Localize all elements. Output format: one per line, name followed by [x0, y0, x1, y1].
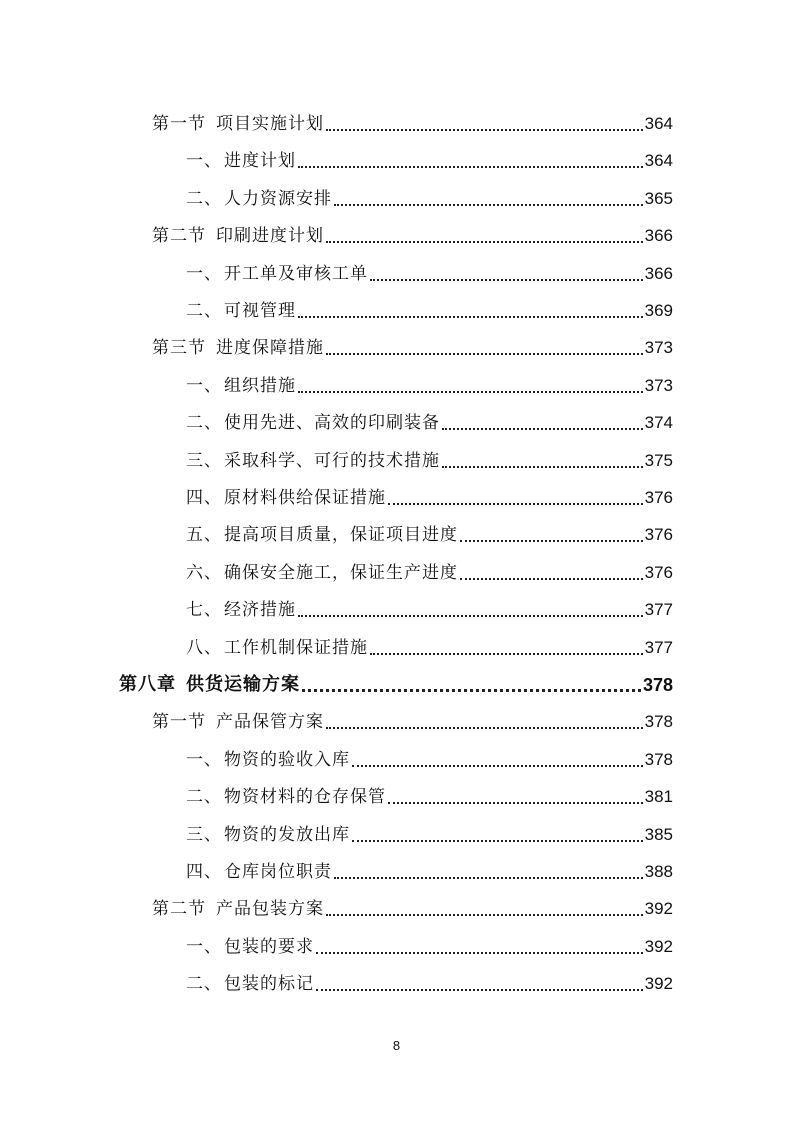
toc-entry-title: 提高项目质量，保证项目进度 — [224, 525, 458, 546]
toc-entry-page: 377 — [644, 637, 673, 657]
dot-leader — [388, 503, 643, 505]
toc-entry-number: 一、 — [186, 151, 222, 172]
dot-leader — [334, 877, 643, 879]
dot-leader — [298, 391, 643, 393]
toc-entry-title: 原材料供给保证措施 — [224, 488, 386, 508]
toc-entry-item[interactable] — [186, 403, 673, 433]
toc-entry-page: 392 — [644, 974, 673, 994]
toc-entry-item[interactable] — [186, 628, 673, 658]
toc-entry-item[interactable] — [186, 553, 673, 583]
toc-entry-page: 392 — [644, 899, 673, 919]
dot-leader — [298, 166, 643, 168]
toc-entry-title: 工作机制保证措施 — [224, 637, 368, 658]
toc-entry-number: 二、 — [186, 787, 222, 808]
toc-entry-title: 组织措施 — [224, 375, 296, 396]
dot-leader — [298, 615, 643, 617]
toc-entry-item[interactable] — [186, 291, 673, 321]
dot-leader — [326, 129, 643, 131]
toc-entry-section[interactable] — [152, 104, 673, 134]
dot-leader — [460, 540, 643, 542]
dot-leader — [442, 428, 643, 430]
toc-entry-number: 四、 — [186, 862, 222, 882]
toc-entry-title: 包装的要求 — [224, 936, 314, 957]
toc-entry-item[interactable] — [186, 254, 673, 284]
toc-entry-item[interactable] — [186, 590, 673, 620]
toc-entry-page: 364 — [644, 151, 673, 171]
toc-entry-item[interactable] — [186, 852, 673, 882]
toc-entry-number: 三、 — [186, 824, 222, 845]
toc-entry-page: 381 — [644, 787, 673, 807]
toc-entry-title: 进度保障措施 — [216, 338, 324, 359]
toc-entry-item[interactable] — [186, 964, 673, 994]
toc-entry-number: 七、 — [186, 600, 222, 621]
toc-entry-section[interactable] — [152, 328, 673, 358]
toc-entry-title: 印刷进度计划 — [216, 226, 324, 247]
toc-entry-title: 确保安全施工，保证生产进度 — [224, 562, 458, 583]
toc-entry-page: 364 — [644, 114, 673, 133]
toc-entry-number: 五、 — [186, 525, 222, 546]
dot-leader — [326, 727, 643, 729]
toc-entry-title: 采取科学、可行的技术措施 — [224, 450, 440, 471]
toc-entry-number: 第二节 — [152, 226, 206, 247]
toc-entry-item[interactable] — [186, 366, 673, 396]
toc-entry-page: 392 — [644, 936, 673, 956]
toc-entry-page: 373 — [644, 338, 673, 358]
toc-entry-title: 可视管理 — [224, 301, 296, 321]
toc-entry-title: 经济措施 — [224, 600, 296, 621]
dot-leader — [460, 578, 643, 580]
toc-entry-number: 第八章 — [119, 674, 176, 695]
toc-entry-number: 二、 — [186, 974, 222, 995]
toc-entry-number: 三、 — [186, 450, 222, 471]
toc-entry-number: 第一节 — [152, 114, 206, 134]
toc-entry-title: 人力资源安排 — [224, 188, 332, 209]
toc-entry-title: 物资材料的仓存保管 — [224, 787, 386, 808]
toc-entry-section[interactable] — [152, 702, 673, 732]
toc-entry-page: 366 — [644, 226, 673, 246]
toc-entry-number: 第三节 — [152, 338, 206, 359]
toc-entry-page: 366 — [644, 263, 673, 283]
dot-leader — [370, 653, 643, 655]
toc-entry-section[interactable] — [152, 216, 673, 246]
toc-entry-number: 二、 — [186, 188, 222, 209]
toc-entry-page: 376 — [644, 525, 673, 545]
toc-entry-title: 使用先进、高效的印刷装备 — [224, 413, 440, 434]
toc-entry-page: 378 — [644, 712, 673, 732]
toc-entry-title: 项目实施计划 — [216, 114, 324, 134]
toc-entry-page: 375 — [644, 450, 673, 470]
toc-entry-number: 一、 — [186, 263, 222, 284]
toc-entry-number: 一、 — [186, 936, 222, 957]
toc-entry-title: 物资的验收入库 — [224, 749, 350, 770]
toc-entry-number: 二、 — [186, 413, 222, 434]
toc-entry-page: 377 — [644, 600, 673, 620]
toc-entry-item[interactable] — [186, 740, 673, 770]
dot-leader — [388, 802, 643, 804]
toc-entry-number: 第二节 — [152, 899, 206, 920]
toc-entry-item[interactable] — [186, 815, 673, 845]
toc-entry-number: 八、 — [186, 637, 222, 658]
dot-leader — [316, 952, 643, 954]
toc-entry-title: 产品包装方案 — [216, 899, 324, 920]
toc-entry-title: 包装的标记 — [224, 974, 314, 995]
toc-entry-page: 376 — [644, 488, 673, 507]
dot-leader — [442, 466, 643, 468]
toc-entry-page: 369 — [644, 301, 673, 320]
page-number: 8 — [392, 1038, 401, 1053]
toc-entry-chapter[interactable] — [119, 665, 673, 695]
toc-entry-item[interactable] — [186, 478, 673, 508]
toc-entry-page: 385 — [644, 824, 673, 844]
toc-entry-title: 仓库岗位职责 — [224, 862, 332, 882]
toc-entry-item[interactable] — [186, 179, 673, 209]
toc-entry-title: 产品保管方案 — [216, 712, 324, 733]
toc-entry-section[interactable] — [152, 889, 673, 919]
toc-entry-title: 物资的发放出库 — [224, 824, 350, 845]
dot-leader — [298, 316, 643, 318]
dot-leader — [334, 204, 643, 206]
toc-entry-page: 378 — [642, 675, 673, 695]
toc-entry-number: 第一节 — [152, 712, 206, 733]
dot-leader — [302, 689, 641, 692]
dot-leader — [316, 989, 643, 991]
toc-entry-number: 四、 — [186, 488, 222, 508]
toc-entry-page: 365 — [644, 188, 673, 208]
toc-entry-title: 开工单及审核工单 — [224, 263, 368, 284]
toc-entry-page: 378 — [644, 749, 673, 769]
toc-entry-item[interactable] — [186, 927, 673, 957]
toc-entry-number: 一、 — [186, 749, 222, 770]
toc-entry-number: 六、 — [186, 562, 222, 583]
toc-entry-page: 376 — [644, 562, 673, 582]
dot-leader — [326, 241, 643, 243]
dot-leader — [370, 279, 643, 281]
toc-entry-item[interactable] — [186, 777, 673, 807]
toc-entry-title: 进度计划 — [224, 151, 296, 172]
dot-leader — [326, 914, 643, 916]
toc-entry-page: 388 — [644, 862, 673, 881]
toc-entry-title: 供货运输方案 — [186, 674, 300, 695]
dot-leader — [326, 353, 643, 355]
dot-leader — [352, 840, 643, 842]
toc-entry-number: 一、 — [186, 375, 222, 396]
toc-entry-page: 373 — [644, 375, 673, 395]
dot-leader — [352, 765, 643, 767]
toc-entry-page: 374 — [644, 413, 673, 433]
toc-entry-number: 二、 — [186, 301, 222, 321]
toc-entry-item[interactable] — [186, 441, 673, 471]
toc-entry-item[interactable] — [186, 515, 673, 545]
toc-entry-item[interactable] — [186, 141, 673, 171]
